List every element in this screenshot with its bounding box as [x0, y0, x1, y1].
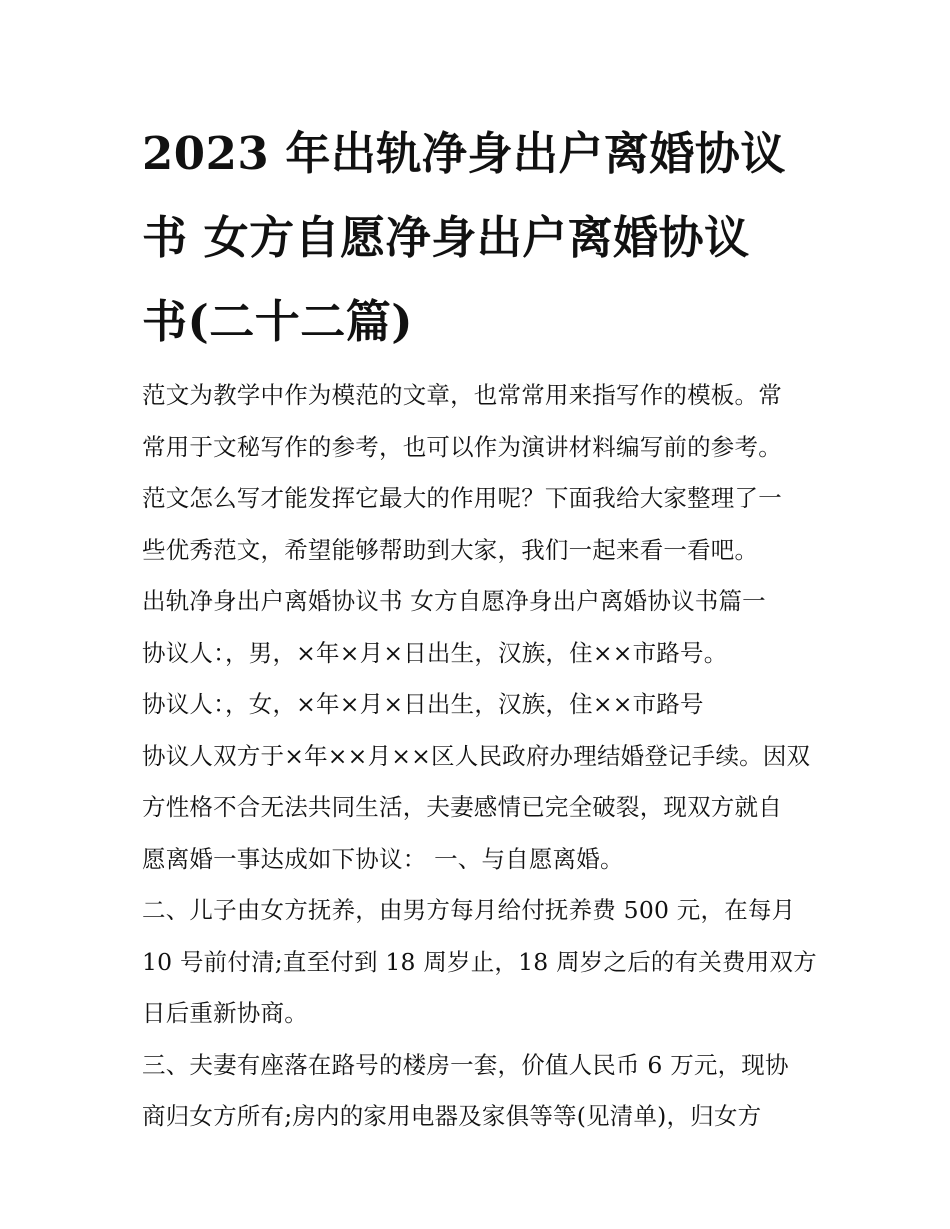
body-line: 方性格不合无法共同生活，夫妻感情已完全破裂，现双方就自 — [142, 793, 782, 821]
document-body — [142, 370, 817, 1143]
body-line: 协议人双方于×年××月××区人民政府办理结婚登记手续。因双 — [142, 741, 811, 770]
body-line: 些优秀范文，希望能够帮助到大家，我们一起来看一看吧。 — [142, 535, 759, 564]
body-line: 三、夫妻有座落在路号的楼房一套，价值人民币 6 万元，现协 — [142, 1050, 789, 1079]
body-line: 愿离婚一事达成如下协议： 一、与自愿离婚。 — [142, 844, 624, 873]
title-line: 书 女方自愿净身出户离婚协议 — [142, 211, 750, 264]
body-line: 10 号前付清;直至付到 18 周岁止，18 周岁之后的有关费用双方 — [142, 947, 817, 976]
document-page — [142, 112, 817, 1143]
document-title — [142, 112, 814, 364]
body-line: 出轨净身出户离婚协议书 女方自愿净身出户离婚协议书篇一 — [142, 587, 766, 615]
body-line: 商归女方所有;房内的家用电器及家俱等等(见清单)，归女方 — [142, 1102, 762, 1130]
body-line: 日后重新协商。 — [142, 999, 308, 1027]
body-line: 常用于文秘写作的参考，也可以作为演讲材料编写前的参考。 — [142, 432, 782, 461]
body-line: 二、儿子由女方抚养，由男方每月给付抚养费 500 元，在每月 — [142, 896, 796, 924]
body-line: 范文怎么写才能发挥它最大的作用呢？下面我给大家整理了一 — [142, 484, 782, 512]
title-line: 2023 年出轨净身出户离婚协议 — [142, 127, 786, 180]
title-line: 书(二十二篇) — [142, 295, 414, 348]
body-line: 范文为教学中作为模范的文章，也常常用来指写作的模板。常 — [142, 381, 782, 409]
body-line: 协议人：，女，×年×月×日出生，汉族，住××市路号 — [142, 690, 704, 718]
body-line: 协议人：，男，×年×月×日出生，汉族，住××市路号。 — [142, 638, 728, 667]
